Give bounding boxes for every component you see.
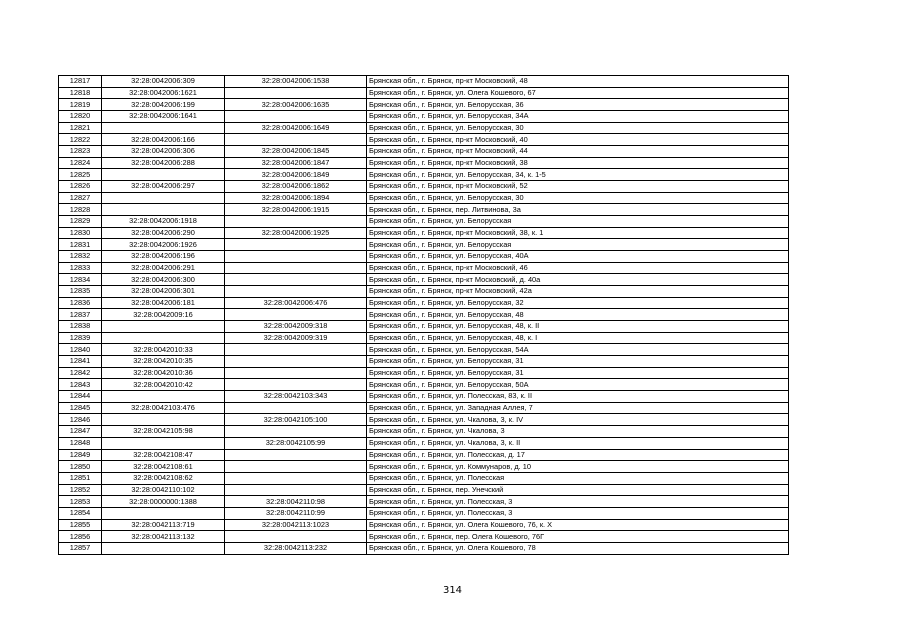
land-cadastral-number-cell: 32:28:0042010:33 xyxy=(102,344,225,356)
table-row xyxy=(59,169,789,181)
address-cell: Брянская обл., г. Брянск, ул. Белорусская, 48, к. II xyxy=(367,321,789,333)
land-cadastral-number-cell: 32:28:0042105:98 xyxy=(102,426,225,438)
building-cadastral-number-cell: 32:28:0042006:1538 xyxy=(225,76,367,88)
building-cadastral-number-cell: 32:28:0042113:232 xyxy=(225,542,367,554)
row-number-cell: 12822 xyxy=(59,134,102,146)
table-row xyxy=(59,367,789,379)
building-cadastral-number-cell xyxy=(225,484,367,496)
address-cell: Брянская обл., г. Брянск, ул. Олега Кошевого, 67 xyxy=(367,87,789,99)
land-cadastral-number-cell: 32:28:0042113:132 xyxy=(102,531,225,543)
row-number-cell: 12834 xyxy=(59,274,102,286)
address-cell: Брянская обл., г. Брянск, пр-кт Московский, 52 xyxy=(367,181,789,193)
address-cell: Брянская обл., г. Брянск, ул. Белорусская, 48 xyxy=(367,309,789,321)
table-row xyxy=(59,286,789,298)
building-cadastral-number-cell xyxy=(225,309,367,321)
land-cadastral-number-cell: 32:28:0042103:476 xyxy=(102,402,225,414)
land-cadastral-number-cell: 32:28:0042006:290 xyxy=(102,227,225,239)
row-number-cell: 12832 xyxy=(59,251,102,263)
table-row xyxy=(59,309,789,321)
table-row xyxy=(59,391,789,403)
address-cell: Брянская обл., г. Брянск, пер. Унечский xyxy=(367,484,789,496)
address-cell: Брянская обл., г. Брянск, ул. Белорусская, 30 xyxy=(367,192,789,204)
building-cadastral-number-cell xyxy=(225,87,367,99)
table-row xyxy=(59,356,789,368)
land-cadastral-number-cell: 32:28:0042006:196 xyxy=(102,251,225,263)
row-number-cell: 12848 xyxy=(59,437,102,449)
row-number-cell: 12855 xyxy=(59,519,102,531)
table-row xyxy=(59,414,789,426)
row-number-cell: 12842 xyxy=(59,367,102,379)
row-number-cell: 12844 xyxy=(59,391,102,403)
row-number-cell: 12821 xyxy=(59,122,102,134)
table-row xyxy=(59,542,789,554)
row-number-cell: 12818 xyxy=(59,87,102,99)
row-number-cell: 12829 xyxy=(59,216,102,228)
table-row xyxy=(59,204,789,216)
address-cell: Брянская обл., г. Брянск, ул. Коммунаров, д. 10 xyxy=(367,461,789,473)
table-row xyxy=(59,461,789,473)
table-row xyxy=(59,426,789,438)
table-row xyxy=(59,192,789,204)
building-cadastral-number-cell xyxy=(225,274,367,286)
table-row xyxy=(59,157,789,169)
land-cadastral-number-cell: 32:28:0042006:1641 xyxy=(102,111,225,123)
row-number-cell: 12827 xyxy=(59,192,102,204)
building-cadastral-number-cell: 32:28:0042006:1635 xyxy=(225,99,367,111)
table-row xyxy=(59,181,789,193)
building-cadastral-number-cell: 32:28:0042006:1845 xyxy=(225,146,367,158)
row-number-cell: 12837 xyxy=(59,309,102,321)
row-number-cell: 12841 xyxy=(59,356,102,368)
table-row xyxy=(59,297,789,309)
land-cadastral-number-cell: 32:28:0042113:719 xyxy=(102,519,225,531)
land-cadastral-number-cell xyxy=(102,192,225,204)
land-cadastral-number-cell: 32:28:0042006:288 xyxy=(102,157,225,169)
row-number-cell: 12823 xyxy=(59,146,102,158)
building-cadastral-number-cell xyxy=(225,379,367,391)
row-number-cell: 12820 xyxy=(59,111,102,123)
land-cadastral-number-cell xyxy=(102,391,225,403)
row-number-cell: 12825 xyxy=(59,169,102,181)
land-cadastral-number-cell: 32:28:0042006:291 xyxy=(102,262,225,274)
address-cell: Брянская обл., г. Брянск, пр-кт Московский, 48 xyxy=(367,76,789,88)
table-row xyxy=(59,484,789,496)
land-cadastral-number-cell: 32:28:0042006:309 xyxy=(102,76,225,88)
address-cell: Брянская обл., г. Брянск, ул. Полесская, 3 xyxy=(367,496,789,508)
address-cell: Брянская обл., г. Брянск, ул. Белорусская, 31 xyxy=(367,367,789,379)
building-cadastral-number-cell: 32:28:0042006:1849 xyxy=(225,169,367,181)
land-cadastral-number-cell: 32:28:0042110:102 xyxy=(102,484,225,496)
table-row xyxy=(59,321,789,333)
address-cell: Брянская обл., г. Брянск, ул. Чкалова, 3, к. IV xyxy=(367,414,789,426)
table-row xyxy=(59,262,789,274)
land-cadastral-number-cell: 32:28:0042006:297 xyxy=(102,181,225,193)
address-cell: Брянская обл., г. Брянск, ул. Белорусская, 32 xyxy=(367,297,789,309)
land-cadastral-number-cell: 32:28:0042108:62 xyxy=(102,472,225,484)
land-cadastral-number-cell xyxy=(102,169,225,181)
building-cadastral-number-cell xyxy=(225,472,367,484)
row-number-cell: 12830 xyxy=(59,227,102,239)
building-cadastral-number-cell xyxy=(225,239,367,251)
address-cell: Брянская обл., г. Брянск, ул. Белорусская, 34, к. 1-5 xyxy=(367,169,789,181)
address-cell: Брянская обл., г. Брянск, пр-кт Московский, 38 xyxy=(367,157,789,169)
table-row xyxy=(59,87,789,99)
building-cadastral-number-cell: 32:28:0042113:1023 xyxy=(225,519,367,531)
table-row xyxy=(59,239,789,251)
land-cadastral-number-cell: 32:28:0042006:199 xyxy=(102,99,225,111)
building-cadastral-number-cell xyxy=(225,426,367,438)
building-cadastral-number-cell xyxy=(225,286,367,298)
row-number-cell: 12817 xyxy=(59,76,102,88)
address-cell: Брянская обл., г. Брянск, ул. Белорусская, 40А xyxy=(367,251,789,263)
row-number-cell: 12853 xyxy=(59,496,102,508)
land-cadastral-number-cell: 32:28:0042006:181 xyxy=(102,297,225,309)
address-cell: Брянская обл., г. Брянск, ул. Белорусская xyxy=(367,216,789,228)
building-cadastral-number-cell xyxy=(225,251,367,263)
address-cell: Брянская обл., г. Брянск, ул. Белорусская, 31 xyxy=(367,356,789,368)
row-number-cell: 12839 xyxy=(59,332,102,344)
address-cell: Брянская обл., г. Брянск, пр-кт Московский, 42а xyxy=(367,286,789,298)
address-cell: Брянская обл., г. Брянск, ул. Белорусская, 36 xyxy=(367,99,789,111)
table-row xyxy=(59,76,789,88)
row-number-cell: 12840 xyxy=(59,344,102,356)
land-cadastral-number-cell: 32:28:0000000:1388 xyxy=(102,496,225,508)
land-cadastral-number-cell: 32:28:0042006:1926 xyxy=(102,239,225,251)
address-cell: Брянская обл., г. Брянск, ул. Чкалова, 3, к. II xyxy=(367,437,789,449)
land-cadastral-number-cell: 32:28:0042010:42 xyxy=(102,379,225,391)
building-cadastral-number-cell: 32:28:0042103:343 xyxy=(225,391,367,403)
table-row xyxy=(59,531,789,543)
row-number-cell: 12845 xyxy=(59,402,102,414)
row-number-cell: 12838 xyxy=(59,321,102,333)
address-cell: Брянская обл., г. Брянск, ул. Олега Кошевого, 78 xyxy=(367,542,789,554)
building-cadastral-number-cell xyxy=(225,402,367,414)
table-row xyxy=(59,146,789,158)
address-cell: Брянская обл., г. Брянск, пр-кт Московский, д. 40а xyxy=(367,274,789,286)
building-cadastral-number-cell: 32:28:0042006:1649 xyxy=(225,122,367,134)
land-cadastral-number-cell: 32:28:0042006:306 xyxy=(102,146,225,158)
row-number-cell: 12850 xyxy=(59,461,102,473)
row-number-cell: 12824 xyxy=(59,157,102,169)
row-number-cell: 12836 xyxy=(59,297,102,309)
land-cadastral-number-cell: 32:28:0042006:1621 xyxy=(102,87,225,99)
table-row xyxy=(59,472,789,484)
page-number: 314 xyxy=(442,585,463,596)
building-cadastral-number-cell: 32:28:0042110:99 xyxy=(225,507,367,519)
building-cadastral-number-cell xyxy=(225,111,367,123)
row-number-cell: 12849 xyxy=(59,449,102,461)
address-cell: Брянская обл., г. Брянск, пер. Олега Кошевого, 76Г xyxy=(367,531,789,543)
row-number-cell: 12835 xyxy=(59,286,102,298)
building-cadastral-number-cell xyxy=(225,262,367,274)
address-cell: Брянская обл., г. Брянск, пр-кт Московский, 44 xyxy=(367,146,789,158)
land-cadastral-number-cell xyxy=(102,507,225,519)
address-cell: Брянская обл., г. Брянск, ул. Полесская, 3 xyxy=(367,507,789,519)
table-row xyxy=(59,122,789,134)
address-cell: Брянская обл., г. Брянск, ул. Белорусская, 30 xyxy=(367,122,789,134)
building-cadastral-number-cell: 32:28:0042006:1925 xyxy=(225,227,367,239)
land-cadastral-number-cell xyxy=(102,321,225,333)
building-cadastral-number-cell: 32:28:0042105:99 xyxy=(225,437,367,449)
table-row xyxy=(59,216,789,228)
table-row xyxy=(59,111,789,123)
row-number-cell: 12847 xyxy=(59,426,102,438)
land-cadastral-number-cell: 32:28:0042006:300 xyxy=(102,274,225,286)
building-cadastral-number-cell: 32:28:0042006:1847 xyxy=(225,157,367,169)
address-cell: Брянская обл., г. Брянск, ул. Полесская, д. 17 xyxy=(367,449,789,461)
land-cadastral-number-cell: 32:28:0042108:47 xyxy=(102,449,225,461)
building-cadastral-number-cell: 32:28:0042009:318 xyxy=(225,321,367,333)
address-cell: Брянская обл., г. Брянск, ул. Белорусская, 48, к. I xyxy=(367,332,789,344)
row-number-cell: 12843 xyxy=(59,379,102,391)
land-cadastral-number-cell: 32:28:0042006:166 xyxy=(102,134,225,146)
land-cadastral-number-cell: 32:28:0042006:301 xyxy=(102,286,225,298)
row-number-cell: 12857 xyxy=(59,542,102,554)
address-cell: Брянская обл., г. Брянск, пр-кт Московский, 46 xyxy=(367,262,789,274)
land-cadastral-number-cell xyxy=(102,332,225,344)
table-row xyxy=(59,379,789,391)
table-row xyxy=(59,251,789,263)
building-cadastral-number-cell xyxy=(225,356,367,368)
land-cadastral-number-cell: 32:28:0042009:16 xyxy=(102,309,225,321)
address-cell: Брянская обл., г. Брянск, ул. Чкалова, 3 xyxy=(367,426,789,438)
building-cadastral-number-cell xyxy=(225,216,367,228)
address-cell: Брянская обл., г. Брянск, ул. Белорусская, 50А xyxy=(367,379,789,391)
address-cell: Брянская обл., г. Брянск, ул. Полесская xyxy=(367,472,789,484)
address-cell: Брянская обл., г. Брянск, ул. Олега Кошевого, 76, к. X xyxy=(367,519,789,531)
land-cadastral-number-cell: 32:28:0042006:1918 xyxy=(102,216,225,228)
table-row xyxy=(59,227,789,239)
land-cadastral-number-cell xyxy=(102,414,225,426)
land-cadastral-number-cell: 32:28:0042108:61 xyxy=(102,461,225,473)
building-cadastral-number-cell xyxy=(225,134,367,146)
table-row xyxy=(59,507,789,519)
table-row xyxy=(59,449,789,461)
row-number-cell: 12856 xyxy=(59,531,102,543)
table-row xyxy=(59,402,789,414)
address-cell: Брянская обл., г. Брянск, пр-кт Московский, 38, к. 1 xyxy=(367,227,789,239)
table-row xyxy=(59,344,789,356)
address-cell: Брянская обл., г. Брянск, ул. Западная Аллея, 7 xyxy=(367,402,789,414)
building-cadastral-number-cell xyxy=(225,344,367,356)
address-cell: Брянская обл., г. Брянск, пер. Литвинова, 3а xyxy=(367,204,789,216)
table-row xyxy=(59,496,789,508)
row-number-cell: 12852 xyxy=(59,484,102,496)
land-cadastral-number-cell: 32:28:0042010:36 xyxy=(102,367,225,379)
table-row xyxy=(59,437,789,449)
table-row xyxy=(59,519,789,531)
land-cadastral-number-cell xyxy=(102,542,225,554)
row-number-cell: 12819 xyxy=(59,99,102,111)
land-cadastral-number-cell: 32:28:0042010:35 xyxy=(102,356,225,368)
address-cell: Брянская обл., г. Брянск, ул. Полесская, 83, к. II xyxy=(367,391,789,403)
building-cadastral-number-cell: 32:28:0042009:319 xyxy=(225,332,367,344)
building-cadastral-number-cell xyxy=(225,449,367,461)
building-cadastral-number-cell: 32:28:0042105:100 xyxy=(225,414,367,426)
address-cell: Брянская обл., г. Брянск, ул. Белорусская, 54А xyxy=(367,344,789,356)
table-row xyxy=(59,99,789,111)
row-number-cell: 12833 xyxy=(59,262,102,274)
registry-table xyxy=(58,75,789,555)
row-number-cell: 12826 xyxy=(59,181,102,193)
land-cadastral-number-cell xyxy=(102,204,225,216)
building-cadastral-number-cell: 32:28:0042006:1915 xyxy=(225,204,367,216)
building-cadastral-number-cell: 32:28:0042006:476 xyxy=(225,297,367,309)
building-cadastral-number-cell xyxy=(225,461,367,473)
row-number-cell: 12851 xyxy=(59,472,102,484)
table-row xyxy=(59,332,789,344)
address-cell: Брянская обл., г. Брянск, ул. Белорусская xyxy=(367,239,789,251)
registry-table-body xyxy=(59,76,789,555)
address-cell: Брянская обл., г. Брянск, ул. Белорусская, 34А xyxy=(367,111,789,123)
land-cadastral-number-cell xyxy=(102,122,225,134)
building-cadastral-number-cell: 32:28:0042006:1862 xyxy=(225,181,367,193)
table-row xyxy=(59,134,789,146)
building-cadastral-number-cell xyxy=(225,531,367,543)
row-number-cell: 12846 xyxy=(59,414,102,426)
row-number-cell: 12828 xyxy=(59,204,102,216)
row-number-cell: 12854 xyxy=(59,507,102,519)
building-cadastral-number-cell: 32:28:0042110:98 xyxy=(225,496,367,508)
table-row xyxy=(59,274,789,286)
building-cadastral-number-cell: 32:28:0042006:1894 xyxy=(225,192,367,204)
building-cadastral-number-cell xyxy=(225,367,367,379)
row-number-cell: 12831 xyxy=(59,239,102,251)
address-cell: Брянская обл., г. Брянск, пр-кт Московский, 40 xyxy=(367,134,789,146)
land-cadastral-number-cell xyxy=(102,437,225,449)
